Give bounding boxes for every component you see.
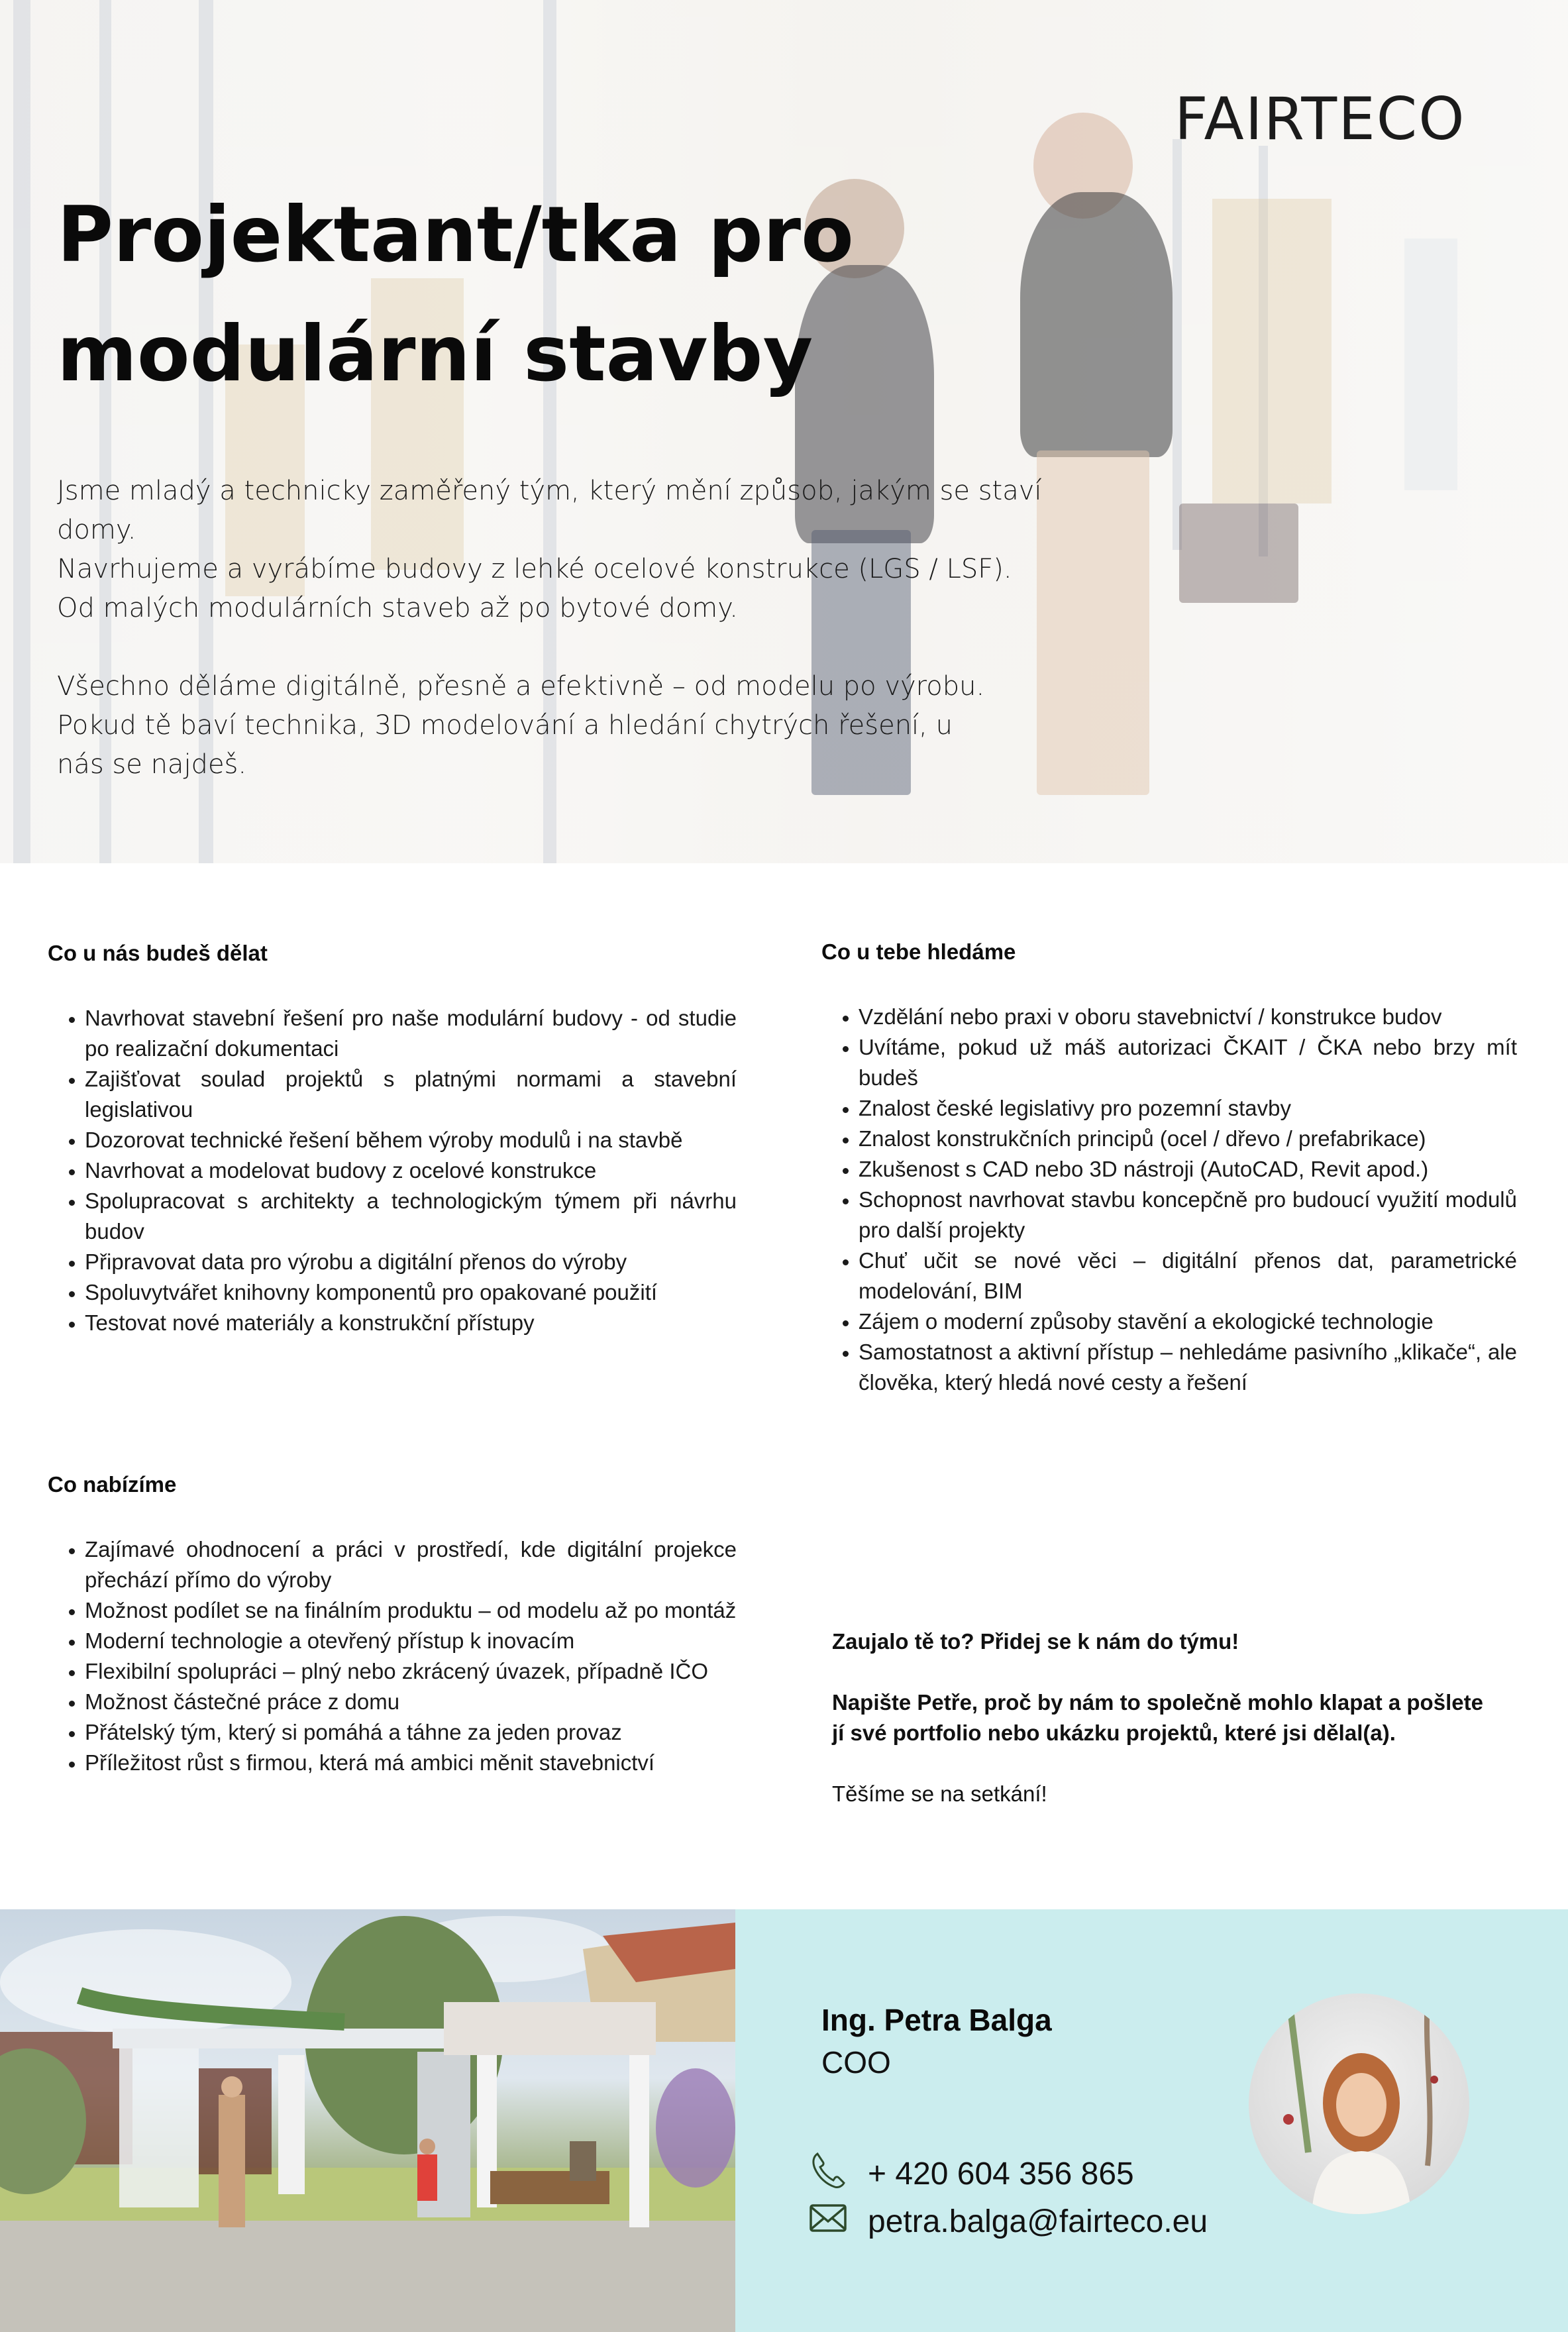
list-item: • Příležitost růst s firmou, která má ambici měnit stavebnictví xyxy=(85,1748,737,1778)
contact-role: COO xyxy=(821,2045,891,2080)
offer-list xyxy=(48,1534,737,1778)
list-item: • Samostatnost a aktivní přístup – nehledáme pasivního „klikače“, ale člověka, který hledá nové cesty a řešení xyxy=(859,1337,1517,1398)
list-item: • Možnost podílet se na finálním produktu – od modelu až po montáž xyxy=(85,1595,737,1626)
bus-shelter-render-image xyxy=(0,1909,735,2332)
call-to-action xyxy=(832,1626,1494,1809)
list-item: • Možnost částečné práce z domu xyxy=(85,1687,737,1717)
list-item: • Uvítáme, pokud už máš autorizaci ČKAIT / ČKA nebo brzy mít budeš xyxy=(859,1032,1517,1093)
hero-section xyxy=(0,0,1568,863)
list-item: • Zajímavé ohodnocení a práci v prostředí, kde digitální projekce přechází přímo do výroby xyxy=(85,1534,737,1595)
list-item: • Přátelský tým, který si pomáhá a táhne za jeden provaz xyxy=(85,1717,737,1748)
offer-heading: Co nabízíme xyxy=(48,1472,177,1497)
list-item: • Připravovat data pro výrobu a digitální přenos do výroby xyxy=(85,1247,737,1277)
list-item: • Navrhovat a modelovat budovy z ocelové konstrukce xyxy=(85,1155,737,1186)
list-item: • Zajišťovat soulad projektů s platnými normami a stavební legislativou xyxy=(85,1064,737,1125)
list-item: • Flexibilní spolupráci – plný nebo zkrácený úvazek, případně IČO xyxy=(85,1656,737,1687)
contact-email-row[interactable] xyxy=(808,2198,1208,2245)
contact-card xyxy=(735,1909,1568,2332)
steel-frame-decor xyxy=(13,0,30,863)
cta-body-line: Napište Petře, proč by nám to společně mohlo klapat a pošlete xyxy=(832,1690,1483,1715)
contact-phone[interactable]: + 420 604 356 865 xyxy=(868,2156,1134,2192)
fairteco-logo: FAIRTECO xyxy=(1175,85,1466,153)
list-item: • Znalost konstrukčních principů (ocel / dřevo / prefabrikace) xyxy=(859,1124,1517,1154)
list-item: • Spoluvytvářet knihovny komponentů pro opakované použití xyxy=(85,1277,737,1308)
render-illustration xyxy=(0,1909,735,2332)
steel-frame-decor xyxy=(1173,139,1182,550)
list-item: • Dozorovat technické řešení během výroby modulů i na stavbě xyxy=(85,1125,737,1155)
list-item: • Schopnost navrhovat stavbu koncepčně pro budoucí využití modulů pro další projekty xyxy=(859,1185,1517,1246)
intro-line: Navrhujeme a vyrábíme budovy z lehké ocelové konstrukce (LGS / LSF). xyxy=(57,554,1012,584)
person-body-decor xyxy=(1020,192,1173,457)
cta-closing: Těšíme se na setkání! xyxy=(832,1781,1047,1806)
cabinet-decor xyxy=(1404,238,1457,490)
cta-body-line: jí své portfolio nebo ukázku projektů, které jsi dělal(a). xyxy=(832,1721,1396,1745)
intro-text xyxy=(57,472,1117,823)
avatar xyxy=(1249,1993,1469,2214)
title-line-2: modulární stavby xyxy=(57,309,813,399)
intro-line: Pokud tě baví technika, 3D modelování a hledání chytrých řešení, u xyxy=(57,710,953,741)
offer-section xyxy=(48,1472,737,1778)
list-item: • Chuť učit se nové věci – digitální přenos dat, parametrické modelování, BIM xyxy=(859,1246,1517,1306)
intro-line: Všechno děláme digitálně, přesně a efektivně – od modelu po výrobu. xyxy=(57,671,985,702)
intro-paragraph-2 xyxy=(57,667,1117,784)
requirements-heading: Co u tebe hledáme xyxy=(821,939,1016,964)
contact-phone-row[interactable] xyxy=(808,2150,1134,2198)
envelope-icon xyxy=(808,2198,848,2245)
list-item: • Zkušenost s CAD nebo 3D nástroji (AutoCAD, Revit apod.) xyxy=(859,1154,1517,1185)
portrait-illustration xyxy=(1249,1993,1469,2214)
contact-email[interactable]: petra.balga@fairteco.eu xyxy=(868,2203,1208,2239)
list-item: • Zájem o moderní způsoby stavění a ekologické technologie xyxy=(859,1306,1517,1337)
title-line-1: Projektant/tka pro xyxy=(57,190,854,280)
contact-name: Ing. Petra Balga xyxy=(821,2003,1052,2037)
list-item: • Znalost české legislativy pro pozemní stavby xyxy=(859,1093,1517,1124)
list-item: • Spolupracovat s architekty a technologickým týmem při návrhu budov xyxy=(85,1186,737,1247)
toolbox-decor xyxy=(1179,504,1298,603)
osb-board-decor xyxy=(1212,199,1332,504)
page-title xyxy=(57,176,918,414)
intro-line: Od malých modulárních staveb až po bytové domy. xyxy=(57,593,738,623)
intro-paragraph-1 xyxy=(57,472,1117,628)
requirements-list xyxy=(821,1002,1517,1398)
intro-line: Jsme mladý a technicky zaměřený tým, který mění způsob, jakým se staví domy. xyxy=(57,476,1042,545)
duties-section xyxy=(48,941,737,1338)
cta-headline: Zaujalo tě to? Přidej se k nám do týmu! xyxy=(832,1629,1239,1654)
list-item: • Moderní technologie a otevřený přístup k inovacím xyxy=(85,1626,737,1656)
list-item: • Navrhovat stavební řešení pro naše modulární budovy - od studie po realizační dokumentaci xyxy=(85,1003,737,1064)
duties-list xyxy=(48,1003,737,1338)
requirements-section xyxy=(821,939,1517,1398)
list-item: • Testovat nové materiály a konstrukční přístupy xyxy=(85,1308,737,1338)
intro-line: nás se najdeš. xyxy=(57,749,247,780)
list-item: • Vzdělání nebo praxi v oboru stavebnictví / konstrukce budov xyxy=(859,1002,1517,1032)
duties-heading: Co u nás budeš dělat xyxy=(48,941,268,965)
phone-icon xyxy=(808,2150,848,2198)
